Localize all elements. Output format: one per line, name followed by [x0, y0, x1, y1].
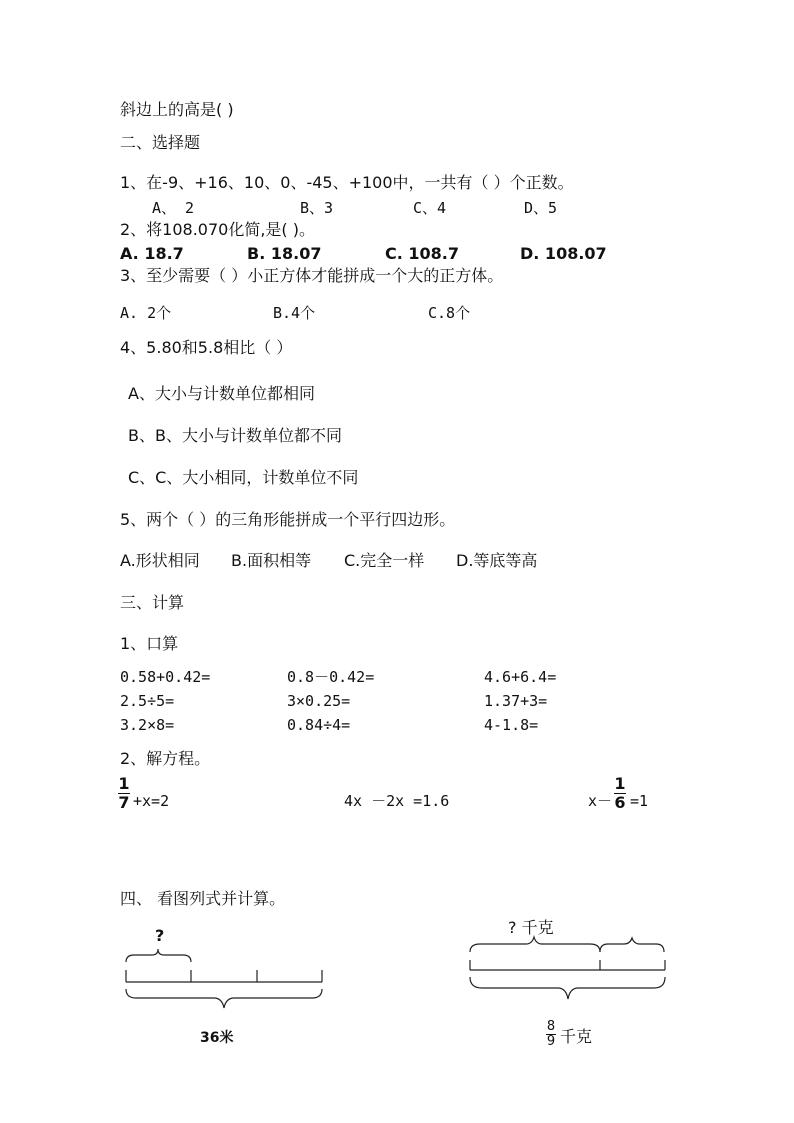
eq1-rest: +x=2: [133, 792, 170, 810]
q5-stem: 5、两个（ ）的三角形能拼成一个平行四边形。: [120, 510, 456, 529]
eq1-numerator: 1: [118, 774, 130, 793]
left-diagram-total: 36米: [200, 1030, 234, 1046]
right-total-numerator: 8: [546, 1019, 556, 1034]
q4-option-a: A、大小与计数单位都相同: [128, 384, 315, 403]
q2-option-c: C. 108.7: [385, 244, 459, 263]
eq3-denominator: 6: [614, 793, 626, 812]
q3-option-a: A. 2个: [120, 304, 172, 322]
oral-cell: 1.37+3=: [484, 692, 548, 710]
q5-option-a: A.形状相同: [120, 551, 200, 570]
q5-option-c: C.完全一样: [344, 551, 425, 570]
equations-title: 2、解方程。: [120, 749, 211, 768]
q3-option-b: B.4个: [273, 304, 316, 322]
eq3-rest: =1: [630, 792, 649, 810]
oral-cell: 3.2×8=: [120, 716, 175, 734]
oral-cell: 2.5÷5=: [120, 692, 175, 710]
q2-option-a: A. 18.7: [120, 244, 184, 263]
q1-option-d: D、5: [524, 199, 558, 217]
oral-calc-title: 1、口算: [120, 634, 179, 653]
right-bottom-brace: [470, 977, 665, 999]
eq1-denominator: 7: [118, 793, 130, 812]
q4-stem: 4、5.80和5.8相比（ ）: [120, 338, 293, 357]
eq3-lead: x－: [588, 792, 613, 810]
q1-stem: 1、在-9、+16、10、0、-45、+100中，一共有（ ）个正数。: [120, 173, 574, 192]
eq2: 4x －2x =1.6: [344, 792, 450, 810]
left-bottom-brace: [126, 989, 322, 1008]
q1-option-b: B、3: [300, 199, 334, 217]
left-top-brace: [126, 949, 191, 962]
oral-cell: 4-1.8=: [484, 716, 539, 734]
q1-option-a: A、 2: [152, 199, 195, 217]
q4-option-b: B、B、大小与计数单位都不同: [128, 426, 342, 445]
q2-option-b: B. 18.07: [247, 244, 322, 263]
q5-option-b: B.面积相等: [231, 551, 312, 570]
left-diagram-question: ?: [155, 926, 165, 945]
oral-cell: 0.8－0.42=: [287, 668, 375, 686]
oral-cell: 0.58+0.42=: [120, 668, 211, 686]
q4-option-c: C、C、大小相同，计数单位不同: [128, 468, 359, 487]
q2-stem: 2、将108.070化简,是( )。: [120, 220, 316, 239]
q3-option-c: C.8个: [428, 304, 471, 322]
right-top-brace-right: [600, 938, 664, 952]
right-top-brace-left: [470, 937, 600, 952]
intro-line: 斜边上的高是( ): [120, 100, 234, 119]
q5-option-d: D.等底等高: [456, 551, 538, 570]
oral-cell: 0.84÷4=: [287, 716, 351, 734]
oral-cell: 3×0.25=: [287, 692, 351, 710]
right-total-denominator: 9: [546, 1034, 556, 1049]
oral-cell: 4.6+6.4=: [484, 668, 557, 686]
right-diagram-question: ? 千克: [508, 918, 554, 937]
q3-stem: 3、至少需要（ ）小正方体才能拼成一个大的正方体。: [120, 266, 504, 285]
q1-option-c: C、4: [413, 199, 447, 217]
section4-title: 四、 看图列式并计算。: [120, 889, 286, 908]
eq3-numerator: 1: [614, 774, 626, 793]
q2-option-d: D. 108.07: [520, 244, 607, 263]
right-diagram-unit: 千克: [560, 1027, 593, 1046]
section3-title: 三、计算: [120, 593, 185, 612]
section2-title: 二、选择题: [120, 133, 201, 152]
